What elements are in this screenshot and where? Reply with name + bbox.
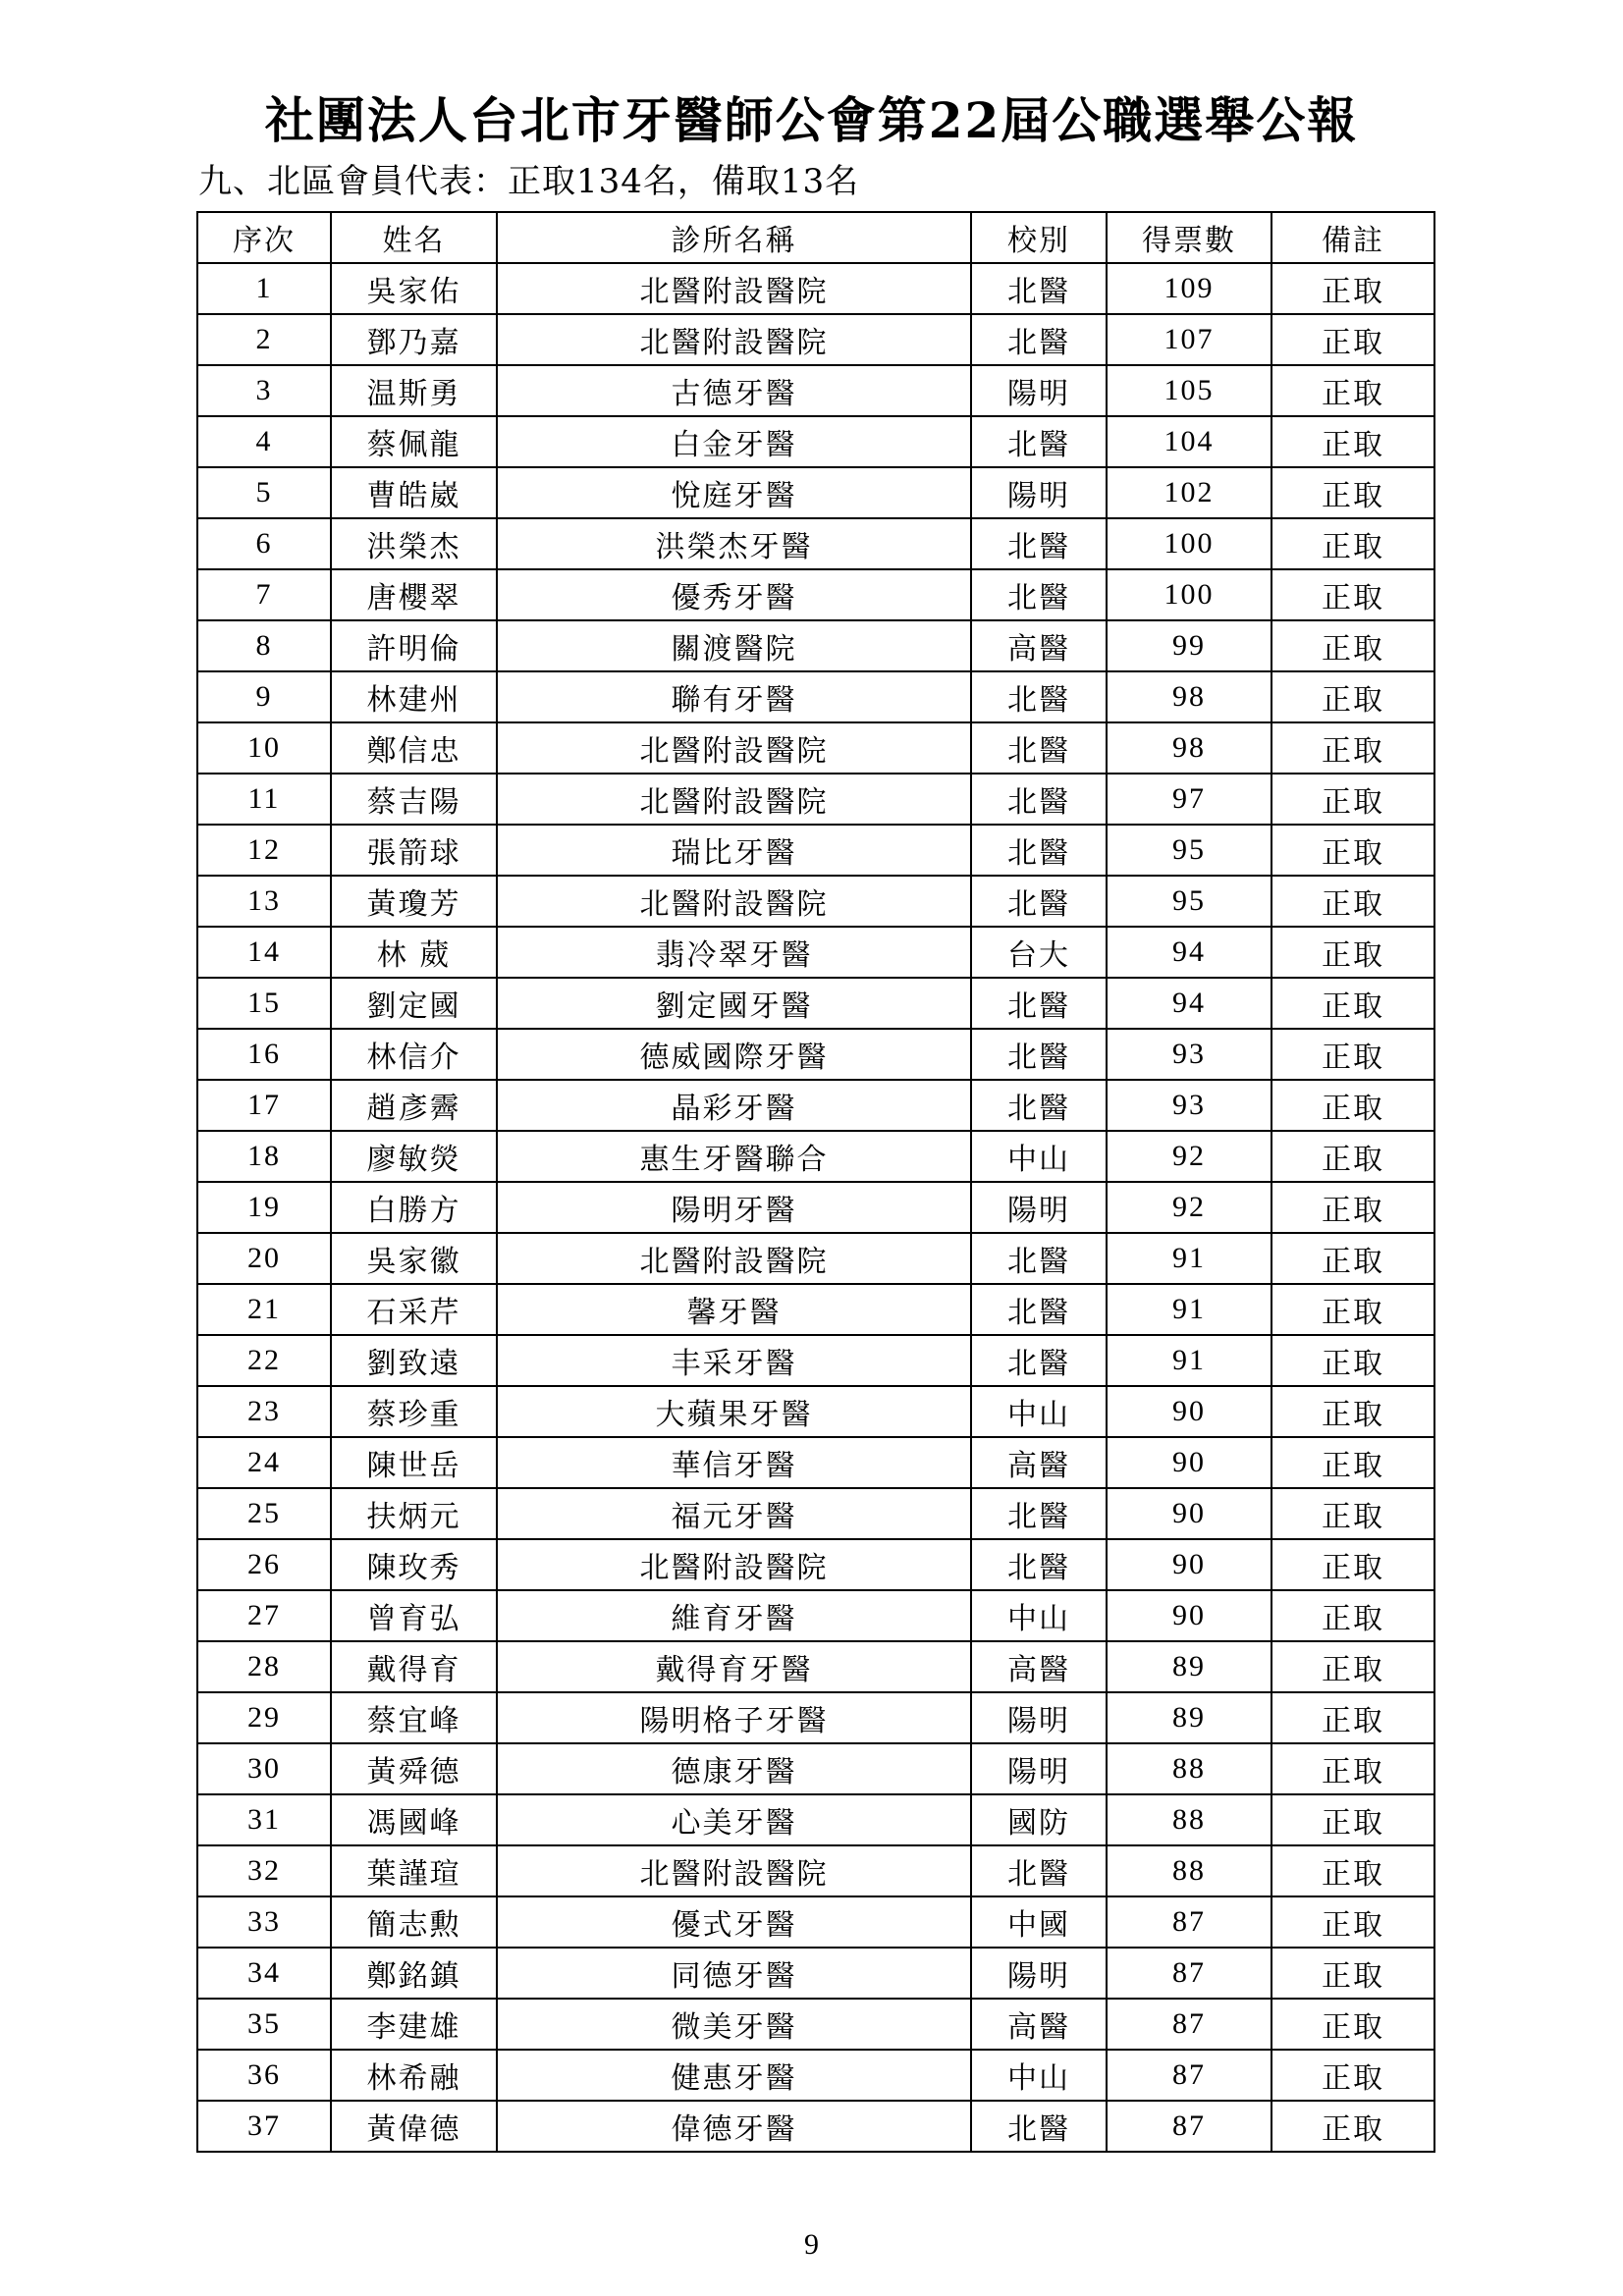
note-cell: 正取: [1271, 1335, 1434, 1386]
name-cell: 林建州: [331, 671, 497, 722]
school-cell: 北醫: [971, 1335, 1107, 1386]
votes-cell: 95: [1107, 825, 1271, 876]
school-cell: 國防: [971, 1794, 1107, 1845]
seq-cell: 27: [197, 1590, 331, 1641]
column-header-clinic: 診所名稱: [497, 212, 971, 263]
note-cell: 正取: [1271, 1029, 1434, 1080]
note-cell: 正取: [1271, 314, 1434, 365]
table-row: [197, 569, 1434, 620]
note-cell: 正取: [1271, 1488, 1434, 1539]
name-cell: 扶炳元: [331, 1488, 497, 1539]
name-cell: 簡志勲: [331, 1896, 497, 1948]
votes-cell: 89: [1107, 1641, 1271, 1692]
name-cell: 蔡吉陽: [331, 774, 497, 825]
seq-cell: 20: [197, 1233, 331, 1284]
table-row: [197, 263, 1434, 314]
clinic-cell: 悅庭牙醫: [497, 467, 971, 518]
name-cell: 吳家佑: [331, 263, 497, 314]
school-cell: 北醫: [971, 978, 1107, 1029]
name-cell: 鄭銘鎮: [331, 1948, 497, 1999]
votes-cell: 87: [1107, 2101, 1271, 2152]
clinic-cell: 瑞比牙醫: [497, 825, 971, 876]
name-cell: 曾育弘: [331, 1590, 497, 1641]
clinic-cell: 德威國際牙醫: [497, 1029, 971, 1080]
clinic-cell: 微美牙醫: [497, 1999, 971, 2050]
school-cell: 北醫: [971, 1284, 1107, 1335]
seq-cell: 13: [197, 876, 331, 927]
school-cell: 北醫: [971, 263, 1107, 314]
name-cell: 李建雄: [331, 1999, 497, 2050]
votes-cell: 87: [1107, 1896, 1271, 1948]
clinic-cell: 陽明格子牙醫: [497, 1692, 971, 1743]
votes-cell: 102: [1107, 467, 1271, 518]
clinic-cell: 翡冷翠牙醫: [497, 927, 971, 978]
seq-cell: 12: [197, 825, 331, 876]
seq-cell: 10: [197, 722, 331, 774]
note-cell: 正取: [1271, 2050, 1434, 2101]
name-cell: 趙彥霽: [331, 1080, 497, 1131]
table-row: [197, 1896, 1434, 1948]
note-cell: 正取: [1271, 416, 1434, 467]
name-cell: 鄧乃嘉: [331, 314, 497, 365]
column-header-name: 姓名: [331, 212, 497, 263]
name-cell: 葉謹瑄: [331, 1845, 497, 1896]
seq-cell: 19: [197, 1182, 331, 1233]
name-cell: 吳家徽: [331, 1233, 497, 1284]
table-row: [197, 2101, 1434, 2152]
school-cell: 中山: [971, 1386, 1107, 1437]
votes-cell: 97: [1107, 774, 1271, 825]
votes-cell: 95: [1107, 876, 1271, 927]
school-cell: 台大: [971, 927, 1107, 978]
school-cell: 北醫: [971, 2101, 1107, 2152]
votes-cell: 98: [1107, 671, 1271, 722]
votes-cell: 87: [1107, 2050, 1271, 2101]
school-cell: 高醫: [971, 620, 1107, 671]
votes-cell: 94: [1107, 978, 1271, 1029]
name-cell: 林 葳: [331, 927, 497, 978]
school-cell: 北醫: [971, 825, 1107, 876]
note-cell: 正取: [1271, 1182, 1434, 1233]
clinic-cell: 聯有牙醫: [497, 671, 971, 722]
school-cell: 北醫: [971, 1080, 1107, 1131]
note-cell: 正取: [1271, 518, 1434, 569]
school-cell: 北醫: [971, 1233, 1107, 1284]
note-cell: 正取: [1271, 1845, 1434, 1896]
note-cell: 正取: [1271, 1386, 1434, 1437]
table-row: [197, 1692, 1434, 1743]
table-row: [197, 876, 1434, 927]
table-row: [197, 1743, 1434, 1794]
table-row: [197, 1182, 1434, 1233]
note-cell: 正取: [1271, 722, 1434, 774]
table-row: [197, 1948, 1434, 1999]
name-cell: 黃舜德: [331, 1743, 497, 1794]
votes-cell: 88: [1107, 1845, 1271, 1896]
note-cell: 正取: [1271, 1437, 1434, 1488]
school-cell: 北醫: [971, 416, 1107, 467]
seq-cell: 23: [197, 1386, 331, 1437]
seq-cell: 1: [197, 263, 331, 314]
name-cell: 張箭球: [331, 825, 497, 876]
note-cell: 正取: [1271, 569, 1434, 620]
clinic-cell: 心美牙醫: [497, 1794, 971, 1845]
name-cell: 劉致遠: [331, 1335, 497, 1386]
votes-cell: 92: [1107, 1182, 1271, 1233]
table-row: [197, 722, 1434, 774]
table-row: [197, 1488, 1434, 1539]
seq-cell: 14: [197, 927, 331, 978]
school-cell: 北醫: [971, 1029, 1107, 1080]
table-row: [197, 518, 1434, 569]
votes-cell: 93: [1107, 1080, 1271, 1131]
clinic-cell: 陽明牙醫: [497, 1182, 971, 1233]
votes-cell: 90: [1107, 1386, 1271, 1437]
seq-cell: 15: [197, 978, 331, 1029]
votes-cell: 90: [1107, 1437, 1271, 1488]
seq-cell: 21: [197, 1284, 331, 1335]
votes-cell: 89: [1107, 1692, 1271, 1743]
clinic-cell: 維育牙醫: [497, 1590, 971, 1641]
clinic-cell: 晶彩牙醫: [497, 1080, 971, 1131]
school-cell: 陽明: [971, 365, 1107, 416]
name-cell: 白勝方: [331, 1182, 497, 1233]
note-cell: 正取: [1271, 1896, 1434, 1948]
note-cell: 正取: [1271, 1692, 1434, 1743]
seq-cell: 5: [197, 467, 331, 518]
page-title: 社團法人台北市牙醫師公會第22屆公職選舉公報: [264, 91, 1359, 149]
note-cell: 正取: [1271, 620, 1434, 671]
votes-cell: 90: [1107, 1539, 1271, 1590]
table-row: [197, 620, 1434, 671]
school-cell: 高醫: [971, 1437, 1107, 1488]
clinic-cell: 北醫附設醫院: [497, 1233, 971, 1284]
table-row: [197, 927, 1434, 978]
school-cell: 北醫: [971, 569, 1107, 620]
note-cell: 正取: [1271, 1743, 1434, 1794]
clinic-cell: 華信牙醫: [497, 1437, 971, 1488]
votes-cell: 91: [1107, 1284, 1271, 1335]
note-cell: 正取: [1271, 927, 1434, 978]
table-row: [197, 1539, 1434, 1590]
school-cell: 北醫: [971, 314, 1107, 365]
school-cell: 中山: [971, 1131, 1107, 1182]
school-cell: 北醫: [971, 671, 1107, 722]
votes-cell: 100: [1107, 518, 1271, 569]
clinic-cell: 關渡醫院: [497, 620, 971, 671]
votes-cell: 88: [1107, 1743, 1271, 1794]
table-row: [197, 1029, 1434, 1080]
name-cell: 蔡宜峰: [331, 1692, 497, 1743]
note-cell: 正取: [1271, 1284, 1434, 1335]
note-cell: 正取: [1271, 1080, 1434, 1131]
votes-cell: 104: [1107, 416, 1271, 467]
table-row: [197, 416, 1434, 467]
school-cell: 陽明: [971, 1948, 1107, 1999]
name-cell: 劉定國: [331, 978, 497, 1029]
votes-cell: 107: [1107, 314, 1271, 365]
table-row: [197, 1080, 1434, 1131]
votes-cell: 87: [1107, 1999, 1271, 2050]
note-cell: 正取: [1271, 2101, 1434, 2152]
clinic-cell: 德康牙醫: [497, 1743, 971, 1794]
seq-cell: 9: [197, 671, 331, 722]
note-cell: 正取: [1271, 978, 1434, 1029]
name-cell: 許明倫: [331, 620, 497, 671]
seq-cell: 8: [197, 620, 331, 671]
clinic-cell: 北醫附設醫院: [497, 263, 971, 314]
seq-cell: 31: [197, 1794, 331, 1845]
seq-cell: 4: [197, 416, 331, 467]
votes-cell: 109: [1107, 263, 1271, 314]
table-body: [197, 263, 1434, 2152]
note-cell: 正取: [1271, 467, 1434, 518]
clinic-cell: 劉定國牙醫: [497, 978, 971, 1029]
name-cell: 黃偉德: [331, 2101, 497, 2152]
votes-cell: 87: [1107, 1948, 1271, 1999]
school-cell: 陽明: [971, 1692, 1107, 1743]
votes-cell: 90: [1107, 1590, 1271, 1641]
clinic-cell: 北醫附設醫院: [497, 1845, 971, 1896]
table-row: [197, 1386, 1434, 1437]
note-cell: 正取: [1271, 1539, 1434, 1590]
note-cell: 正取: [1271, 1590, 1434, 1641]
clinic-cell: 優秀牙醫: [497, 569, 971, 620]
table-row: [197, 978, 1434, 1029]
votes-cell: 88: [1107, 1794, 1271, 1845]
name-cell: 林信介: [331, 1029, 497, 1080]
name-cell: 唐櫻翠: [331, 569, 497, 620]
clinic-cell: 大蘋果牙醫: [497, 1386, 971, 1437]
school-cell: 高醫: [971, 1999, 1107, 2050]
seq-cell: 11: [197, 774, 331, 825]
table-row: [197, 2050, 1434, 2101]
table-row: [197, 1845, 1434, 1896]
seq-cell: 37: [197, 2101, 331, 2152]
clinic-cell: 古德牙醫: [497, 365, 971, 416]
clinic-cell: 北醫附設醫院: [497, 774, 971, 825]
name-cell: 曹皓崴: [331, 467, 497, 518]
seq-cell: 18: [197, 1131, 331, 1182]
table-row: [197, 1233, 1434, 1284]
table-row: [197, 1335, 1434, 1386]
clinic-cell: 健惠牙醫: [497, 2050, 971, 2101]
seq-cell: 32: [197, 1845, 331, 1896]
name-cell: 洪榮杰: [331, 518, 497, 569]
clinic-cell: 同德牙醫: [497, 1948, 971, 1999]
column-header-note: 備註: [1271, 212, 1434, 263]
votes-cell: 91: [1107, 1233, 1271, 1284]
note-cell: 正取: [1271, 1999, 1434, 2050]
results-table: [196, 211, 1435, 2153]
school-cell: 陽明: [971, 1743, 1107, 1794]
table-header-row: [197, 212, 1434, 263]
name-cell: 戴得育: [331, 1641, 497, 1692]
name-cell: 鄭信忠: [331, 722, 497, 774]
seq-cell: 35: [197, 1999, 331, 2050]
clinic-cell: 馨牙醫: [497, 1284, 971, 1335]
school-cell: 陽明: [971, 467, 1107, 518]
seq-cell: 33: [197, 1896, 331, 1948]
name-cell: 馮國峰: [331, 1794, 497, 1845]
clinic-cell: 洪榮杰牙醫: [497, 518, 971, 569]
school-cell: 中山: [971, 2050, 1107, 2101]
column-header-seq: 序次: [197, 212, 331, 263]
school-cell: 陽明: [971, 1182, 1107, 1233]
note-cell: 正取: [1271, 263, 1434, 314]
clinic-cell: 丰采牙醫: [497, 1335, 971, 1386]
name-cell: 廖敏熒: [331, 1131, 497, 1182]
votes-cell: 100: [1107, 569, 1271, 620]
table-row: [197, 1641, 1434, 1692]
votes-cell: 105: [1107, 365, 1271, 416]
school-cell: 北醫: [971, 774, 1107, 825]
note-cell: 正取: [1271, 1641, 1434, 1692]
clinic-cell: 北醫附設醫院: [497, 314, 971, 365]
page-number: 9: [804, 2228, 819, 2261]
seq-cell: 24: [197, 1437, 331, 1488]
table-row: [197, 365, 1434, 416]
table-row: [197, 1437, 1434, 1488]
note-cell: 正取: [1271, 1233, 1434, 1284]
table-row: [197, 1590, 1434, 1641]
column-header-school: 校別: [971, 212, 1107, 263]
seq-cell: 36: [197, 2050, 331, 2101]
seq-cell: 7: [197, 569, 331, 620]
seq-cell: 30: [197, 1743, 331, 1794]
name-cell: 林希融: [331, 2050, 497, 2101]
school-cell: 中山: [971, 1590, 1107, 1641]
seq-cell: 25: [197, 1488, 331, 1539]
note-cell: 正取: [1271, 774, 1434, 825]
votes-cell: 91: [1107, 1335, 1271, 1386]
school-cell: 北醫: [971, 518, 1107, 569]
seq-cell: 34: [197, 1948, 331, 1999]
table-row: [197, 825, 1434, 876]
clinic-cell: 北醫附設醫院: [497, 722, 971, 774]
votes-cell: 98: [1107, 722, 1271, 774]
clinic-cell: 福元牙醫: [497, 1488, 971, 1539]
table-row: [197, 314, 1434, 365]
votes-cell: 90: [1107, 1488, 1271, 1539]
table-row: [197, 1999, 1434, 2050]
seq-cell: 26: [197, 1539, 331, 1590]
note-cell: 正取: [1271, 876, 1434, 927]
votes-cell: 93: [1107, 1029, 1271, 1080]
school-cell: 北醫: [971, 1539, 1107, 1590]
table-row: [197, 467, 1434, 518]
clinic-cell: 戴得育牙醫: [497, 1641, 971, 1692]
school-cell: 高醫: [971, 1641, 1107, 1692]
clinic-cell: 北醫附設醫院: [497, 1539, 971, 1590]
name-cell: 温斯勇: [331, 365, 497, 416]
table-row: [197, 774, 1434, 825]
clinic-cell: 惠生牙醫聯合: [497, 1131, 971, 1182]
table-row: [197, 1794, 1434, 1845]
clinic-cell: 白金牙醫: [497, 416, 971, 467]
column-header-votes: 得票數: [1107, 212, 1271, 263]
school-cell: 北醫: [971, 722, 1107, 774]
seq-cell: 16: [197, 1029, 331, 1080]
seq-cell: 22: [197, 1335, 331, 1386]
name-cell: 陳世岳: [331, 1437, 497, 1488]
clinic-cell: 北醫附設醫院: [497, 876, 971, 927]
school-cell: 北醫: [971, 1488, 1107, 1539]
note-cell: 正取: [1271, 825, 1434, 876]
table-row: [197, 671, 1434, 722]
school-cell: 北醫: [971, 876, 1107, 927]
clinic-cell: 優式牙醫: [497, 1896, 971, 1948]
note-cell: 正取: [1271, 1948, 1434, 1999]
section-heading: 九、北區會員代表：正取134名，備取13名: [198, 162, 860, 201]
name-cell: 蔡佩龍: [331, 416, 497, 467]
seq-cell: 6: [197, 518, 331, 569]
seq-cell: 2: [197, 314, 331, 365]
note-cell: 正取: [1271, 1131, 1434, 1182]
name-cell: 陳玫秀: [331, 1539, 497, 1590]
seq-cell: 28: [197, 1641, 331, 1692]
seq-cell: 29: [197, 1692, 331, 1743]
name-cell: 黃瓊芳: [331, 876, 497, 927]
seq-cell: 3: [197, 365, 331, 416]
note-cell: 正取: [1271, 671, 1434, 722]
clinic-cell: 偉德牙醫: [497, 2101, 971, 2152]
votes-cell: 94: [1107, 927, 1271, 978]
votes-cell: 92: [1107, 1131, 1271, 1182]
name-cell: 蔡珍重: [331, 1386, 497, 1437]
seq-cell: 17: [197, 1080, 331, 1131]
table-row: [197, 1284, 1434, 1335]
school-cell: 中國: [971, 1896, 1107, 1948]
school-cell: 北醫: [971, 1845, 1107, 1896]
name-cell: 石采芹: [331, 1284, 497, 1335]
votes-cell: 99: [1107, 620, 1271, 671]
note-cell: 正取: [1271, 1794, 1434, 1845]
note-cell: 正取: [1271, 365, 1434, 416]
table-row: [197, 1131, 1434, 1182]
